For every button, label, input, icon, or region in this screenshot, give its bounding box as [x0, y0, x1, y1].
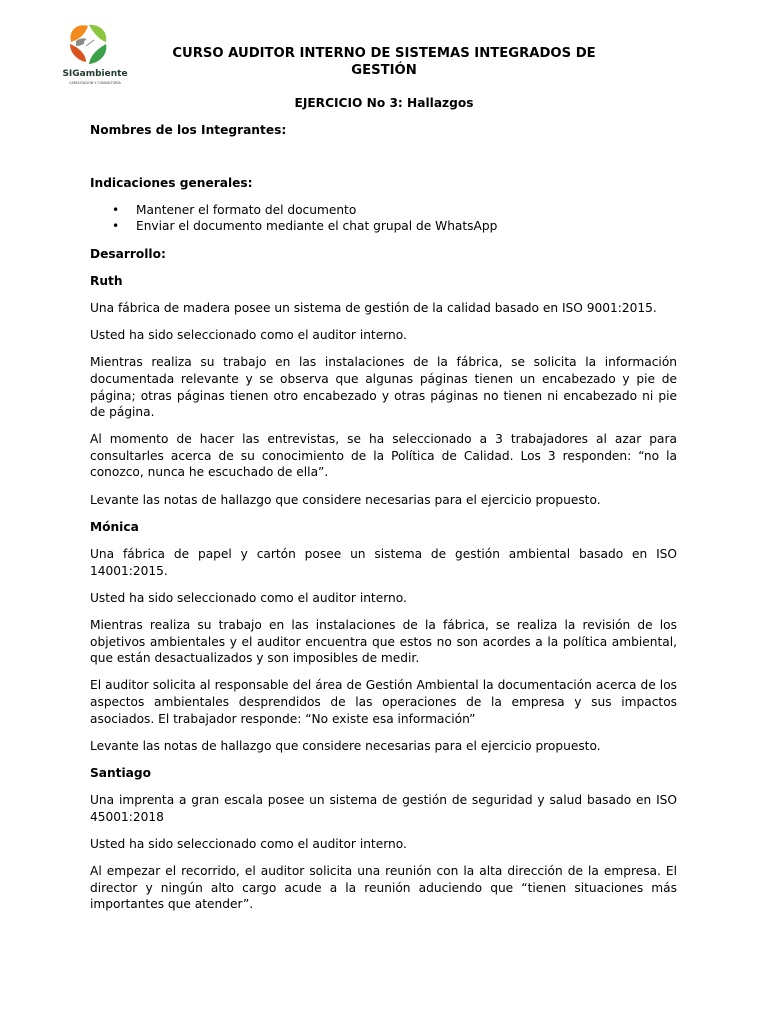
case-paragraph: Levante las notas de hallazgo que considere necesarias para el ejercicio propuesto.: [90, 492, 601, 507]
general-instructions-heading: Indicaciones generales:: [90, 175, 253, 190]
list-item: [90, 202, 677, 219]
case-paragraph: Usted ha sido seleccionado como el auditor interno.: [90, 836, 407, 851]
course-title: CURSO AUDITOR INTERNO DE SISTEMAS INTEGRADOS DE GESTIÓN: [172, 46, 596, 78]
bullet-icon: •: [112, 219, 120, 234]
case-paragraph: Una fábrica de madera posee un sistema de gestión de la calidad basado en ISO 9001:2015.: [90, 300, 657, 315]
case-paragraph: Mientras realiza su trabajo en las instalaciones de la fábrica, se solicita la información documentada relevante y se observa que algunas páginas tienen un encabezado y pie de página; otras páginas tienen otro encabezado y otras páginas no tienen ni encabezado ni pie de página.: [90, 355, 677, 420]
logo-tagline: CAPACITACIÓN Y CONSULTORÍA: [69, 81, 121, 85]
list-item: [90, 218, 677, 235]
case-name: Ruth: [90, 273, 123, 288]
logo-name: SIGambiente: [62, 69, 128, 79]
case-name: Santiago: [90, 765, 152, 780]
case-paragraph: Al momento de hacer las entrevistas, se ha seleccionado a 3 trabajadores al azar para consultarles acerca de su conocimiento de la Política de Calidad. Los 3 responden: “no la conozco, nunca he escuchado de ella”.: [90, 432, 677, 480]
case-paragraph: Una imprenta a gran escala posee un sistema de gestión de seguridad y salud basado en ISO 45001:2018: [90, 793, 677, 824]
exercise-title: EJERCICIO No 3: Hallazgos: [294, 96, 474, 110]
list-item-text: Enviar el documento mediante el chat grupal de WhatsApp: [136, 219, 498, 234]
leaf-emblem-icon: [56, 20, 134, 70]
case-paragraph: Usted ha sido seleccionado como el auditor interno.: [90, 328, 407, 343]
members-label: Nombres de los Integrantes:: [90, 123, 287, 137]
case-paragraph: Mientras realiza su trabajo en las instalaciones de la fábrica, se realiza la revisión de los objetivos ambientales y el auditor encuentra que estos no son acordes a la política ambiental, que están desactualizados y son imposibles de medir.: [90, 618, 677, 666]
development-heading: Desarrollo:: [90, 246, 166, 261]
list-item-text: Mantener el formato del documento: [136, 202, 357, 217]
case-paragraph: Usted ha sido seleccionado como el auditor interno.: [90, 590, 407, 605]
case-paragraph: Al empezar el recorrido, el auditor solicita una reunión con la alta dirección de la empresa. El director y ningún alto cargo acude a la reunión aduciendo que “tienen situaciones más importantes que atender”.: [90, 864, 677, 912]
document-body: [90, 122, 677, 923]
bullet-icon: •: [112, 202, 120, 217]
sigambiente-logo: [56, 20, 134, 92]
case-paragraph: Una fábrica de papel y cartón posee un sistema de gestión ambiental basado en ISO 14001:2015.: [90, 547, 677, 578]
case-paragraph: El auditor solicita al responsable del área de Gestión Ambiental la documentación acerca de los aspectos ambientales desprendidos de las operaciones de la empresa y sus impactos asociados. El trabajador responde: “No existe esa información”: [90, 678, 677, 726]
case-name: Mónica: [90, 519, 139, 534]
case-paragraph: Levante las notas de hallazgo que considere necesarias para el ejercicio propuesto.: [90, 738, 601, 753]
general-instructions-list: [90, 202, 677, 235]
